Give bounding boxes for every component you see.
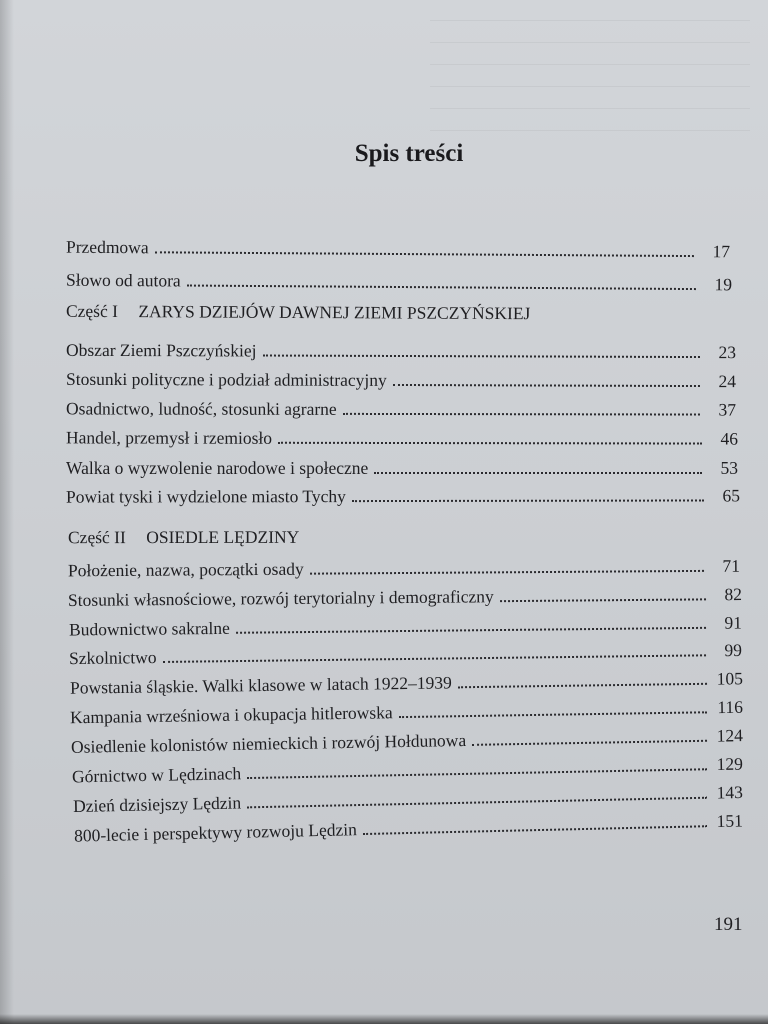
toc-entry bbox=[68, 556, 740, 582]
toc-entry-page: 91 bbox=[724, 612, 743, 633]
toc-entry-page: 24 bbox=[718, 371, 737, 392]
toc-dot-leader bbox=[163, 654, 706, 663]
toc-dot-leader bbox=[247, 768, 707, 779]
toc-entry-page: 116 bbox=[717, 696, 744, 718]
toc-entry-label: Stosunki polityczne i podział administracyjny bbox=[65, 368, 387, 390]
toc-entry-page: 65 bbox=[722, 485, 741, 506]
part-title: OSIEDLE LĘDZINY bbox=[146, 526, 300, 548]
toc-entry-label: Słowo od autora bbox=[65, 269, 181, 291]
page-title: Spis treści bbox=[354, 140, 464, 167]
toc-entry-page: 17 bbox=[712, 241, 731, 262]
toc-entry-label: Osiedlenie kolonistów niemieckich i rozwój Hołdunowa bbox=[70, 729, 467, 757]
toc-dot-leader bbox=[500, 598, 706, 602]
toc-entry bbox=[69, 612, 742, 640]
toc-entry-page: 151 bbox=[716, 810, 744, 832]
toc-entry-page: 53 bbox=[720, 458, 738, 478]
toc-entry bbox=[70, 697, 743, 729]
part-heading-1 bbox=[66, 301, 530, 324]
toc-entry-label: Dzień dzisiejszy Lędzin bbox=[72, 792, 242, 817]
toc-entry-page: 23 bbox=[718, 342, 737, 363]
toc-dot-leader bbox=[472, 740, 707, 746]
toc-dot-leader bbox=[399, 711, 707, 718]
toc-dot-leader bbox=[310, 570, 704, 575]
toc-entry-label: Kampania wrześniowa i okupacja hitlerowska bbox=[69, 702, 393, 728]
toc-entry-label: Stosunki własnościowe, rozwój terytorialny i demograficzny bbox=[67, 586, 494, 610]
toc-dot-leader bbox=[187, 285, 696, 291]
toc-entry-label: Górnictwo w Lędzinach bbox=[71, 763, 242, 787]
toc-entry-label: Szkolnictwo bbox=[68, 647, 157, 669]
toc-entry bbox=[66, 270, 732, 296]
toc-entry-page: 82 bbox=[724, 584, 743, 605]
toc-entry-page: 105 bbox=[716, 668, 744, 689]
toc-dot-leader bbox=[278, 442, 702, 445]
toc-entry bbox=[66, 458, 738, 479]
toc-entry bbox=[69, 640, 742, 669]
toc-dot-leader bbox=[343, 413, 700, 416]
toc-entry-label: Położenie, nazwa, początki osady bbox=[67, 558, 304, 581]
toc-entry bbox=[66, 340, 736, 363]
toc-dot-leader bbox=[155, 251, 694, 257]
toc-entry-label: Budownictwo sakralne bbox=[68, 617, 230, 640]
toc-entry bbox=[66, 237, 730, 263]
toc-dot-leader bbox=[352, 499, 704, 502]
part-label: Część I bbox=[65, 300, 119, 322]
toc-dot-leader bbox=[458, 683, 707, 688]
toc-entry-page: 143 bbox=[716, 781, 744, 803]
toc-entry bbox=[72, 754, 743, 788]
toc-entry-label: Powstania śląskie. Walki klasowe w latach 1922–1939 bbox=[69, 672, 452, 698]
toc-dot-leader bbox=[363, 825, 707, 835]
toc-entry-label: Przedmowa bbox=[65, 236, 149, 258]
toc-entry-label: Obszar Ziemi Pszczyńskiej bbox=[65, 339, 257, 361]
toc-entry bbox=[66, 398, 736, 420]
toc-entry bbox=[70, 668, 743, 698]
toc-entry-page: 71 bbox=[722, 555, 741, 576]
toc-entry bbox=[66, 427, 738, 449]
toc-entry-label: Handel, przemysł i rzemiosło bbox=[65, 427, 273, 448]
toc-entry-page: 99 bbox=[724, 639, 743, 661]
toc-entry bbox=[66, 369, 736, 392]
toc-entry-label: 800-lecie i perspektywy rozwoju Lędzin bbox=[73, 819, 358, 846]
toc-entry-page: 46 bbox=[720, 428, 739, 449]
toc-entry-page: 124 bbox=[716, 725, 744, 746]
toc-dot-leader bbox=[247, 797, 707, 809]
toc-entry bbox=[74, 810, 743, 846]
page-number: 191 bbox=[714, 914, 743, 935]
toc-entry bbox=[68, 584, 742, 611]
toc-entry bbox=[71, 725, 743, 758]
toc-dot-leader bbox=[236, 627, 706, 634]
part-label: Część II bbox=[67, 527, 126, 548]
part-title: ZARYS DZIEJÓW DAWNEJ ZIEMI PSZCZYŃSKIEJ bbox=[138, 301, 531, 324]
toc-dot-leader bbox=[262, 355, 699, 359]
toc-dot-leader bbox=[393, 384, 700, 387]
toc-entry-page: 19 bbox=[714, 274, 733, 295]
toc-entry-label: Walka o wyzwolenie narodowe i społeczne bbox=[66, 458, 369, 478]
toc-entry-page: 129 bbox=[716, 753, 744, 775]
toc-entry-label: Powiat tyski i wydzielone miasto Tychy bbox=[65, 486, 346, 507]
toc-entry-page: 37 bbox=[718, 399, 737, 420]
toc-entry-label: Osadnictwo, ludność, stosunki agrarne bbox=[65, 398, 337, 419]
part-heading-2 bbox=[68, 527, 299, 548]
toc-entry bbox=[66, 485, 740, 507]
page-bottom-edge bbox=[0, 1014, 768, 1024]
toc-dot-leader bbox=[374, 472, 702, 474]
